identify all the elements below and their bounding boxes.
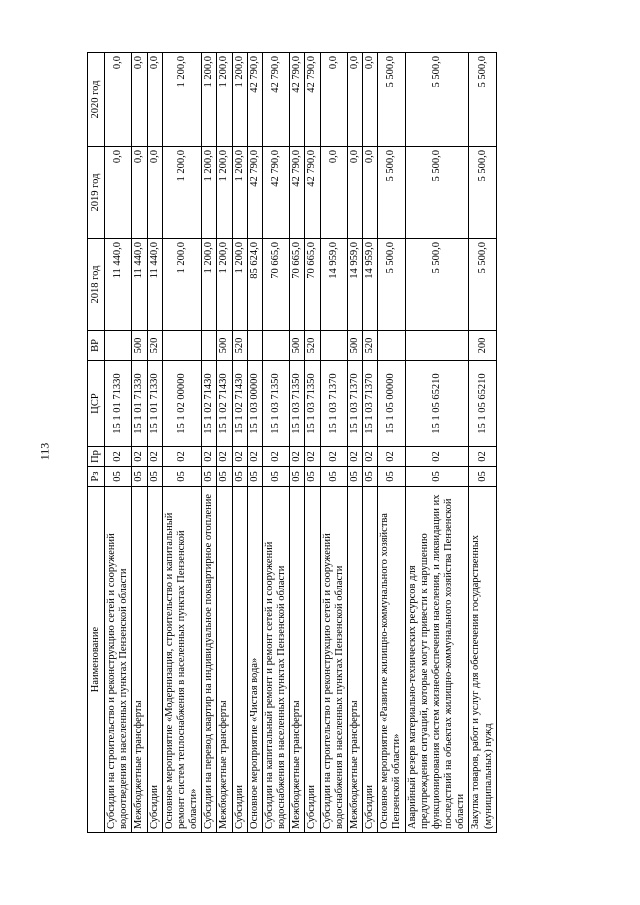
cell-pr: 02 — [202, 447, 217, 467]
cell-2018: 5 500,0 — [378, 239, 405, 331]
cell-2018: 5 500,0 — [469, 239, 496, 331]
cell-pr: 02 — [320, 447, 347, 467]
header-name: Наименование — [88, 487, 105, 833]
cell-2018: 70 665,0 — [305, 239, 320, 331]
cell-2020: 0,0 — [105, 53, 132, 147]
table-row — [202, 53, 217, 833]
cell-pr: 02 — [105, 447, 132, 467]
cell-2019: 42 790,0 — [247, 147, 262, 239]
cell-vr: 520 — [305, 331, 320, 361]
rotated-table-container — [87, 53, 567, 833]
cell-csr: 15 1 03 71370 — [363, 361, 378, 447]
cell-2020: 1 200,0 — [217, 53, 232, 147]
header-2020: 2020 год — [88, 53, 105, 147]
cell-rz: 05 — [290, 467, 305, 487]
cell-2019: 0,0 — [132, 147, 147, 239]
table-row — [105, 53, 132, 833]
table-row — [305, 53, 320, 833]
cell-pr: 02 — [347, 447, 362, 467]
table-row — [162, 53, 202, 833]
cell-name: Основное мероприятие «Модернизация, строительство и капитальный ремонт систем теплоснабжения в населенных пунктах Пензенской области» — [162, 487, 202, 833]
cell-pr: 02 — [147, 447, 162, 467]
cell-csr: 15 1 03 71370 — [320, 361, 347, 447]
cell-2019: 1 200,0 — [217, 147, 232, 239]
cell-name: Субсидии — [232, 487, 247, 833]
table-row — [363, 53, 378, 833]
cell-rz: 05 — [247, 467, 262, 487]
cell-name: Межбюджетные трансферты — [347, 487, 362, 833]
cell-pr: 02 — [162, 447, 202, 467]
cell-csr: 15 1 02 71430 — [202, 361, 217, 447]
cell-2020: 42 790,0 — [262, 53, 289, 147]
cell-rz: 05 — [162, 467, 202, 487]
cell-vr — [162, 331, 202, 361]
cell-rz: 05 — [217, 467, 232, 487]
cell-2019: 0,0 — [363, 147, 378, 239]
cell-pr: 02 — [217, 447, 232, 467]
cell-2020: 1 200,0 — [202, 53, 217, 147]
cell-pr: 02 — [305, 447, 320, 467]
table-row — [232, 53, 247, 833]
cell-vr — [202, 331, 217, 361]
cell-csr: 15 1 03 71370 — [347, 361, 362, 447]
cell-name: Субсидии — [147, 487, 162, 833]
cell-csr: 15 1 05 65210 — [469, 361, 496, 447]
cell-rz: 05 — [405, 467, 469, 487]
header-2018: 2018 год — [88, 239, 105, 331]
table-row — [290, 53, 305, 833]
cell-2020: 0,0 — [147, 53, 162, 147]
cell-pr: 02 — [363, 447, 378, 467]
cell-vr: 500 — [290, 331, 305, 361]
cell-csr: 15 1 03 71350 — [305, 361, 320, 447]
cell-rz: 05 — [147, 467, 162, 487]
cell-vr — [378, 331, 405, 361]
cell-2018: 14 959,0 — [347, 239, 362, 331]
cell-2019: 1 200,0 — [162, 147, 202, 239]
cell-2018: 85 624,0 — [247, 239, 262, 331]
cell-vr — [262, 331, 289, 361]
cell-vr — [105, 331, 132, 361]
cell-name: Субсидии на капитальный ремонт и ремонт сетей и сооружений водоснабжения в населенных пунктах Пензенской области — [262, 487, 289, 833]
cell-csr: 15 1 05 65210 — [405, 361, 469, 447]
cell-2019: 42 790,0 — [305, 147, 320, 239]
cell-pr: 02 — [469, 447, 496, 467]
cell-pr: 02 — [132, 447, 147, 467]
cell-name: Субсидии на строительство и реконструкцию сетей и сооружений водоотведения в населенных пунктах Пензенской области — [105, 487, 132, 833]
cell-2019: 5 500,0 — [469, 147, 496, 239]
cell-rz: 05 — [232, 467, 247, 487]
cell-csr: 15 1 02 71430 — [232, 361, 247, 447]
table-row — [247, 53, 262, 833]
cell-rz: 05 — [202, 467, 217, 487]
cell-name: Субсидии — [363, 487, 378, 833]
table-row — [320, 53, 347, 833]
cell-2019: 5 500,0 — [405, 147, 469, 239]
cell-2018: 1 200,0 — [232, 239, 247, 331]
cell-name: Субсидии на перевод квартир на индивидуальное поквартирное отопление — [202, 487, 217, 833]
cell-rz: 05 — [262, 467, 289, 487]
cell-2020: 0,0 — [132, 53, 147, 147]
cell-2020: 42 790,0 — [290, 53, 305, 147]
cell-rz: 05 — [305, 467, 320, 487]
page-number: 113 — [37, 442, 52, 461]
header-csr: ЦСР — [88, 361, 105, 447]
cell-pr: 02 — [290, 447, 305, 467]
cell-vr: 520 — [363, 331, 378, 361]
header-2019: 2019 год — [88, 147, 105, 239]
cell-2018: 1 200,0 — [202, 239, 217, 331]
cell-2020: 0,0 — [363, 53, 378, 147]
cell-2018: 1 200,0 — [217, 239, 232, 331]
cell-2018: 70 665,0 — [290, 239, 305, 331]
cell-vr: 520 — [147, 331, 162, 361]
cell-rz: 05 — [132, 467, 147, 487]
table-row — [405, 53, 469, 833]
cell-2019: 0,0 — [147, 147, 162, 239]
cell-2018: 14 959,0 — [320, 239, 347, 331]
cell-name: Основное мероприятие «Развитие жилищно-коммунального хозяйства Пензенской области» — [378, 487, 405, 833]
table-row — [378, 53, 405, 833]
cell-csr: 15 1 03 71350 — [262, 361, 289, 447]
cell-vr — [320, 331, 347, 361]
budget-table — [87, 52, 497, 833]
cell-rz: 05 — [347, 467, 362, 487]
cell-2018: 11 440,0 — [105, 239, 132, 331]
table-row — [147, 53, 162, 833]
cell-rz: 05 — [363, 467, 378, 487]
cell-vr — [405, 331, 469, 361]
cell-2020: 1 200,0 — [232, 53, 247, 147]
header-rz: Рз — [88, 467, 105, 487]
header-pr: Пр — [88, 447, 105, 467]
cell-2019: 5 500,0 — [378, 147, 405, 239]
cell-2020: 5 500,0 — [469, 53, 496, 147]
cell-2020: 5 500,0 — [405, 53, 469, 147]
cell-csr: 15 1 03 71350 — [290, 361, 305, 447]
table-row — [469, 53, 496, 833]
cell-2018: 1 200,0 — [162, 239, 202, 331]
cell-vr: 500 — [132, 331, 147, 361]
cell-name: Межбюджетные трансферты — [132, 487, 147, 833]
cell-csr: 15 1 05 00000 — [378, 361, 405, 447]
cell-pr: 02 — [247, 447, 262, 467]
cell-vr: 500 — [217, 331, 232, 361]
cell-name: Аварийный резерв материально-технических ресурсов для предупреждения ситуаций, которые могут привести к нарушению функционирования систем жизнеобеспечения населения, и ликвидации их последствий на объектах жилищно-коммунального хозяйства Пензенской области — [405, 487, 469, 833]
table-row — [132, 53, 147, 833]
cell-2019: 0,0 — [105, 147, 132, 239]
cell-2019: 0,0 — [320, 147, 347, 239]
cell-name: Закупка товаров, работ и услуг для обеспечения государственных (муниципальных) нужд — [469, 487, 496, 833]
cell-rz: 05 — [105, 467, 132, 487]
cell-csr: 15 1 02 71430 — [217, 361, 232, 447]
cell-rz: 05 — [378, 467, 405, 487]
cell-name: Основное мероприятие «Чистая вода» — [247, 487, 262, 833]
cell-2018: 70 665,0 — [262, 239, 289, 331]
cell-2020: 42 790,0 — [305, 53, 320, 147]
cell-2020: 0,0 — [320, 53, 347, 147]
cell-2020: 1 200,0 — [162, 53, 202, 147]
cell-rz: 05 — [320, 467, 347, 487]
cell-2018: 11 440,0 — [147, 239, 162, 331]
cell-csr: 15 1 02 00000 — [162, 361, 202, 447]
cell-csr: 15 1 01 71330 — [147, 361, 162, 447]
cell-csr: 15 1 01 71330 — [132, 361, 147, 447]
cell-name: Субсидии — [305, 487, 320, 833]
cell-2019: 42 790,0 — [290, 147, 305, 239]
cell-2019: 1 200,0 — [202, 147, 217, 239]
cell-2018: 11 440,0 — [132, 239, 147, 331]
cell-csr: 15 1 03 00000 — [247, 361, 262, 447]
cell-pr: 02 — [262, 447, 289, 467]
cell-2020: 0,0 — [347, 53, 362, 147]
table-row — [217, 53, 232, 833]
cell-vr: 500 — [347, 331, 362, 361]
cell-vr: 200 — [469, 331, 496, 361]
cell-vr — [247, 331, 262, 361]
cell-pr: 02 — [378, 447, 405, 467]
cell-2020: 5 500,0 — [378, 53, 405, 147]
table-header-row — [88, 53, 105, 833]
cell-2019: 42 790,0 — [262, 147, 289, 239]
cell-pr: 02 — [405, 447, 469, 467]
cell-vr: 520 — [232, 331, 247, 361]
table-row — [347, 53, 362, 833]
cell-name: Субсидии на строительство и реконструкцию сетей и сооружений водоснабжения в населенных пунктах Пензенской области — [320, 487, 347, 833]
cell-2020: 42 790,0 — [247, 53, 262, 147]
cell-name: Межбюджетные трансферты — [217, 487, 232, 833]
cell-2019: 0,0 — [347, 147, 362, 239]
cell-pr: 02 — [232, 447, 247, 467]
header-vr: ВР — [88, 331, 105, 361]
cell-name: Межбюджетные трансферты — [290, 487, 305, 833]
table-row — [262, 53, 289, 833]
cell-2018: 14 959,0 — [363, 239, 378, 331]
cell-csr: 15 1 01 71330 — [105, 361, 132, 447]
cell-rz: 05 — [469, 467, 496, 487]
table-body — [105, 53, 497, 833]
cell-2019: 1 200,0 — [232, 147, 247, 239]
cell-2018: 5 500,0 — [405, 239, 469, 331]
